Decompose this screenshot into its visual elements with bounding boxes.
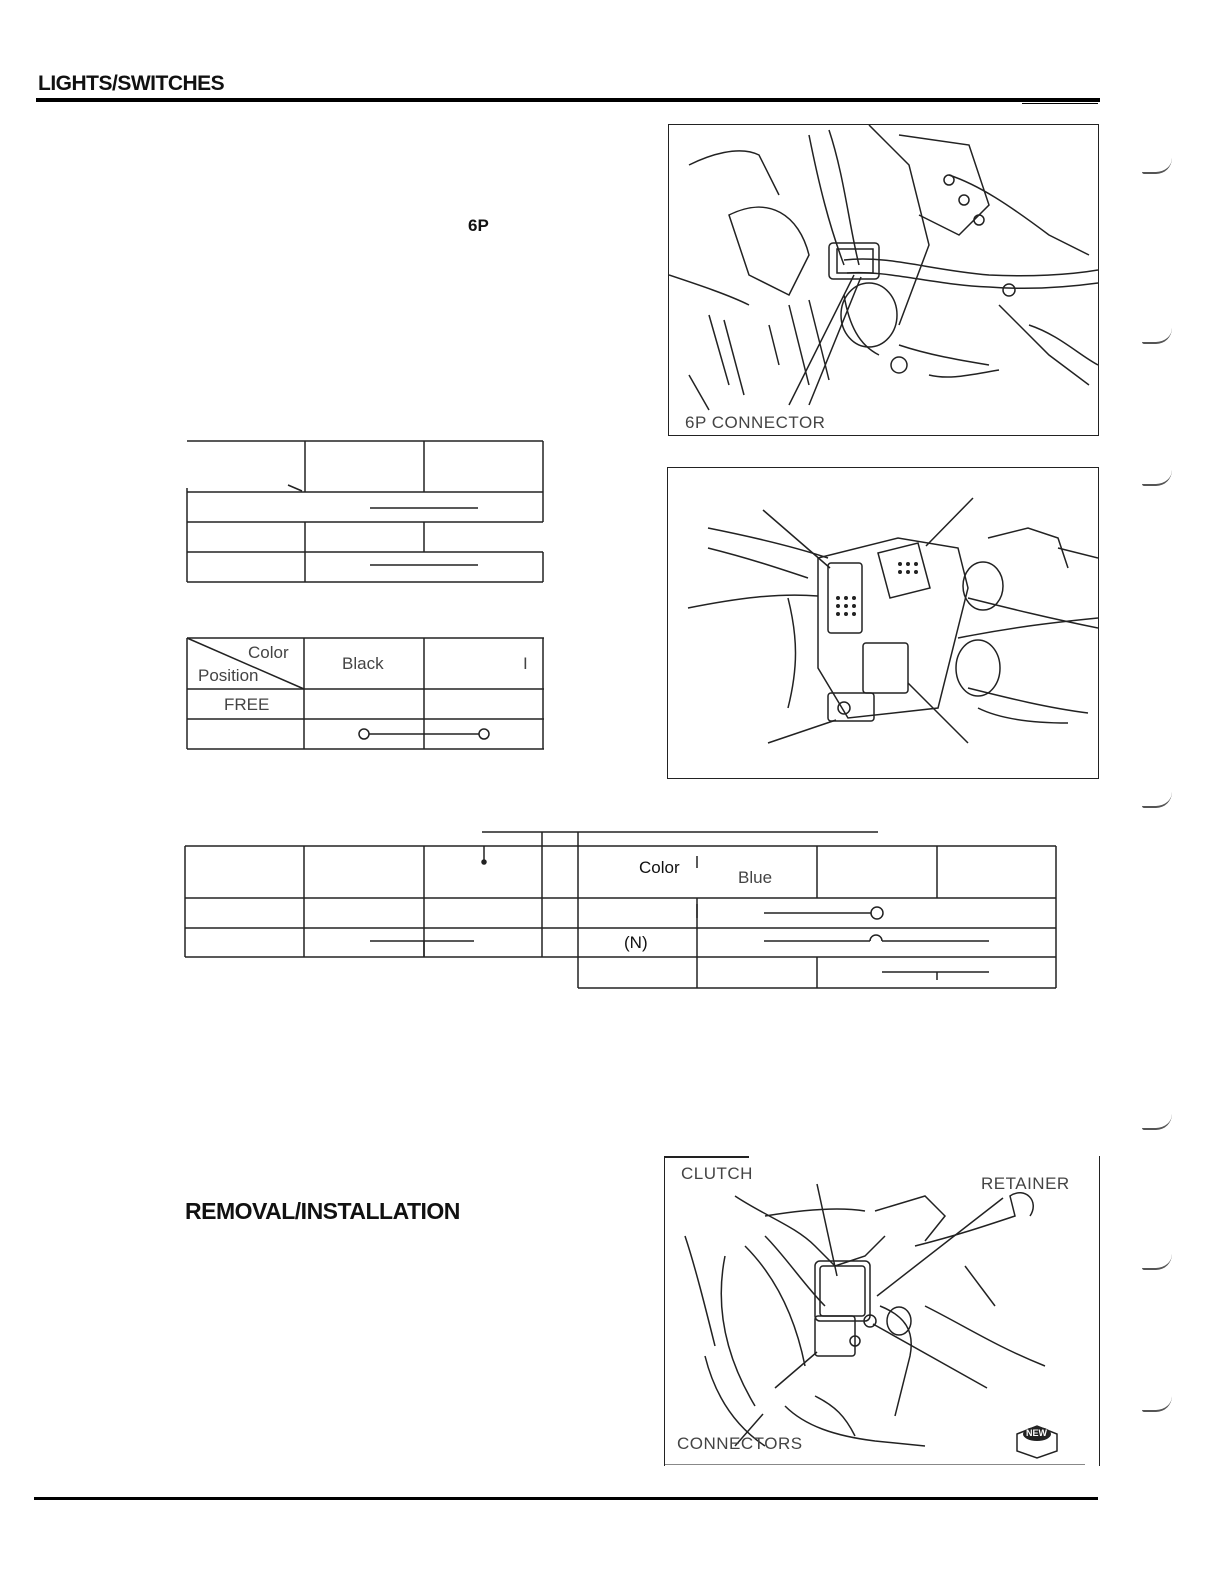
table2-header-color: Color (248, 643, 289, 662)
table-switch-continuity-3-grid (184, 830, 1058, 990)
margin-tab-mark (1142, 158, 1172, 174)
table-switch-continuity-3 (184, 830, 1058, 990)
margin-tab-mark (1142, 328, 1172, 344)
table2-col-partial: I (523, 654, 528, 673)
margin-tab-mark (1142, 792, 1172, 808)
figure-connectors-label: CONNECTORS (677, 1434, 803, 1453)
table3-header-color: Color (639, 858, 680, 877)
table3-col-blue: Blue (738, 868, 773, 887)
figure-handlebar-switch-illustration (668, 468, 1098, 778)
connector-text: 6P (468, 216, 489, 235)
header-rule (36, 98, 1100, 102)
table2-header-position: Position (198, 666, 259, 685)
header-rule-secondary (1022, 103, 1098, 104)
figure-6p-connector-caption: 6P CONNECTOR (685, 413, 826, 432)
margin-tab-mark (1142, 1114, 1172, 1130)
table-switch-continuity-1 (184, 438, 546, 586)
footer-rule (34, 1497, 1098, 1500)
figure-clutch-label: CLUTCH (681, 1164, 753, 1183)
table2-col-black: Black (342, 654, 384, 673)
table2-row-free: FREE (224, 695, 270, 714)
table3-row-n: (N) (624, 933, 648, 952)
figure-6p-connector (668, 124, 1099, 436)
margin-tab-mark (1142, 1254, 1172, 1270)
margin-tab-mark (1142, 470, 1172, 486)
figure-clutch-switch (664, 1156, 1100, 1466)
figure-6p-connector-illustration (669, 125, 1098, 415)
page-title: LIGHTS/SWITCHES (38, 72, 225, 95)
figure-handlebar-switch (667, 467, 1099, 779)
margin-tab-mark (1142, 1396, 1172, 1412)
new-badge-icon: NEW (1026, 1428, 1047, 1438)
table-switch-continuity-2 (186, 637, 544, 750)
section-heading-removal: REMOVAL/INSTALLATION (185, 1198, 460, 1224)
figure-retainer-label: RETAINER (981, 1174, 1070, 1193)
figure-clutch-switch-illustration (665, 1156, 1099, 1466)
